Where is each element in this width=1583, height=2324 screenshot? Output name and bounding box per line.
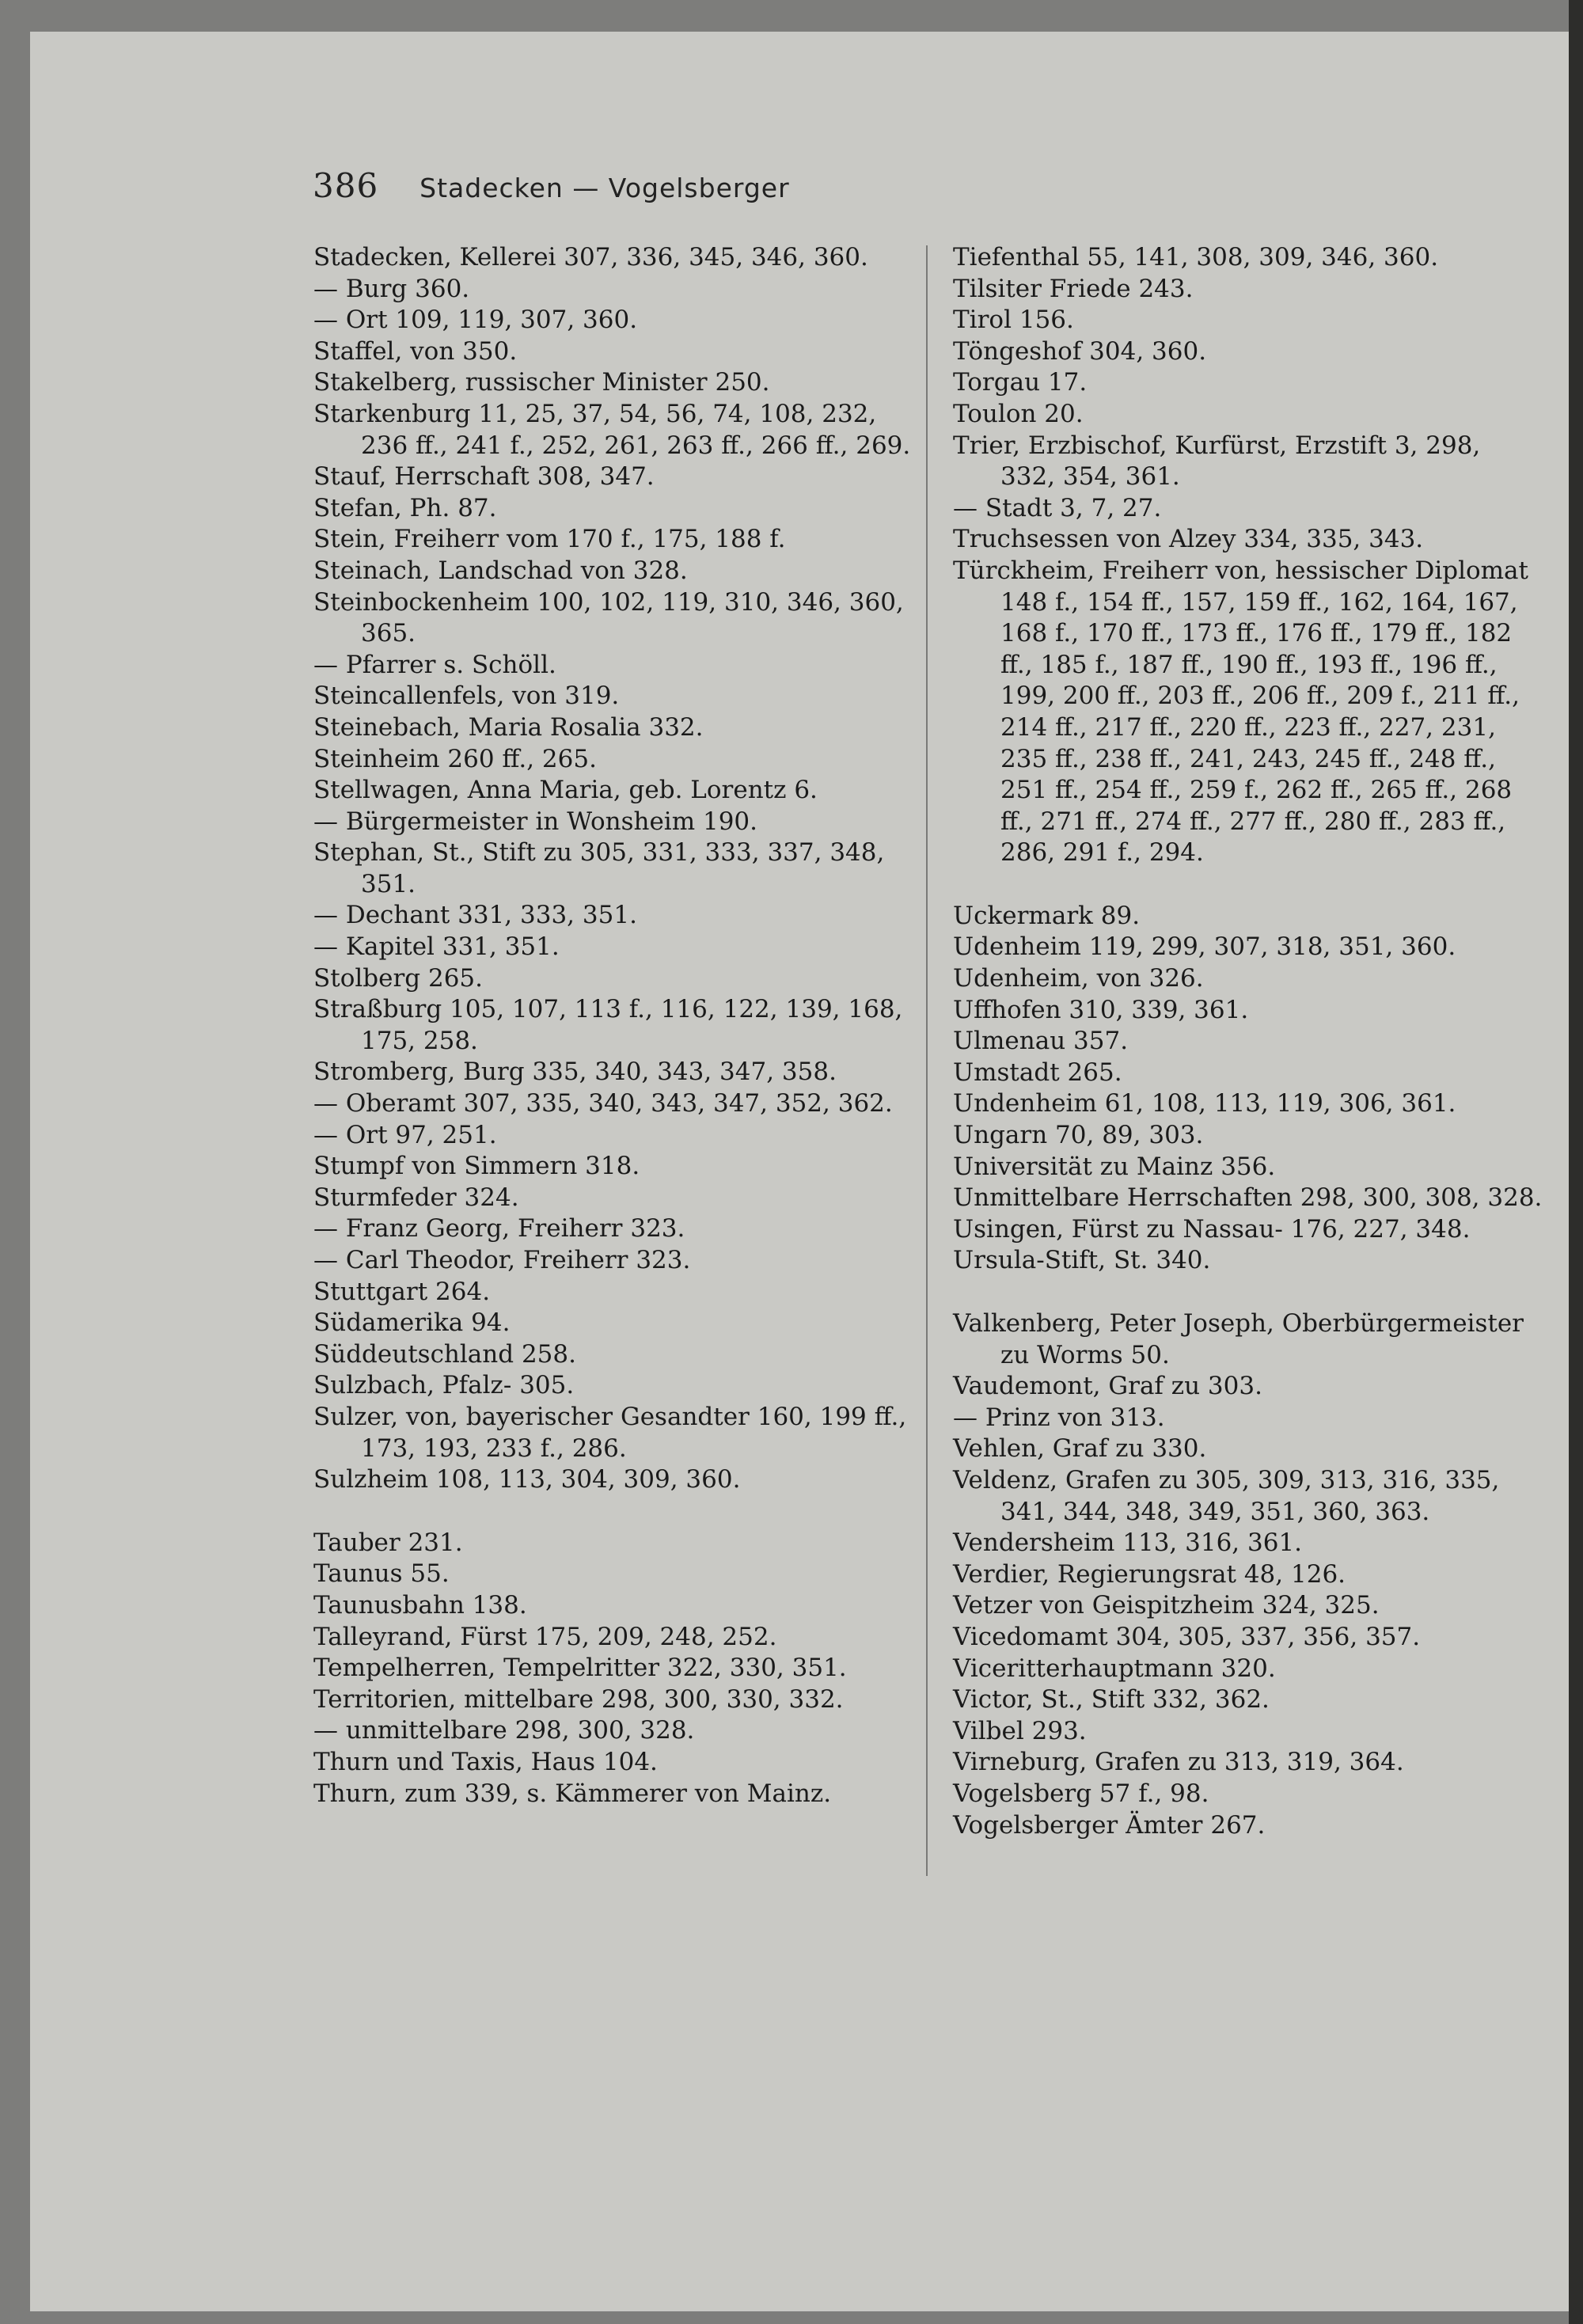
index-entry: — Stadt 3, 7, 27. bbox=[953, 493, 1162, 522]
column-divider bbox=[926, 245, 928, 1876]
index-entry: Vicedomamt 304, 305, 337, 356, 357. bbox=[953, 1622, 1421, 1651]
index-entry: Universität zu Mainz 356. bbox=[953, 1152, 1276, 1181]
index-entry: — Franz Georg, Freiherr 323. bbox=[313, 1214, 685, 1244]
index-entry: Vogelsberger Ämter 267. bbox=[953, 1810, 1266, 1840]
index-entry: Stolberg 265. bbox=[313, 963, 484, 993]
index-entry: Virneburg, Grafen zu 313, 319, 364. bbox=[953, 1748, 1404, 1777]
index-entry: Taunus 55. bbox=[313, 1559, 450, 1589]
index-entry: Vendersheim 113, 316, 361. bbox=[953, 1528, 1303, 1558]
index-entry: — Prinz von 313. bbox=[953, 1403, 1165, 1432]
index-entry: Stephan, St., Stift zu 305, 331, 333, 337, 348, 351. bbox=[313, 838, 885, 898]
index-entry: — Oberamt 307, 335, 340, 343, 347, 352, 362. bbox=[313, 1089, 893, 1118]
index-entry: — Carl Theodor, Freiherr 323. bbox=[313, 1246, 691, 1274]
index-entry: Ursula-Stift, St. 340. bbox=[953, 1246, 1211, 1275]
index-entry: — Ort 97, 251. bbox=[313, 1120, 497, 1149]
running-head: Stadecken — Vogelsberger bbox=[419, 173, 790, 203]
index-entry: Stein, Freiherr vom 170 f., 175, 188 f. bbox=[313, 525, 786, 554]
index-entry: Starkenburg 11, 25, 37, 54, 56, 74, 108, 232, 236 ff., 241 f., 252, 261, 263 ff., 266 ff., 269. bbox=[313, 399, 911, 460]
index-entry: Vilbel 293. bbox=[953, 1716, 1087, 1745]
index-entry: Undenheim 61, 108, 113, 119, 306, 361. bbox=[953, 1089, 1456, 1118]
index-entry: Territorien, mittelbare 298, 300, 330, 332. bbox=[313, 1684, 844, 1714]
index-entry: Torgau 17. bbox=[953, 368, 1088, 397]
index-entry: Unmittelbare Herrschaften 298, 300, 308, 328. bbox=[953, 1183, 1543, 1213]
index-entry: Stadecken, Kellerei 307, 336, 345, 346, 360. bbox=[313, 243, 868, 272]
index-entry: — Pfarrer s. Schöll. bbox=[313, 650, 556, 679]
index-entry: Stellwagen, Anna Maria, geb. Lorentz 6. bbox=[313, 776, 818, 805]
index-entry: Talleyrand, Fürst 175, 209, 248, 252. bbox=[313, 1622, 777, 1651]
index-entry: Südamerika 94. bbox=[313, 1308, 511, 1338]
index-entry: Usingen, Fürst zu Nassau- 176, 227, 348. bbox=[953, 1214, 1471, 1244]
index-entry: Udenheim, von 326. bbox=[953, 964, 1204, 993]
index-entry: Sulzer, von, bayerischer Gesandter 160, 199 ff., 173, 193, 233 f., 286. bbox=[313, 1402, 907, 1463]
page-edge-shadow bbox=[1569, 0, 1583, 2324]
index-entry: — Bürgermeister in Wonsheim 190. bbox=[313, 807, 757, 836]
index-entry: Süddeutschland 258. bbox=[313, 1339, 576, 1369]
index-entry: Thurn, zum 339, s. Kämmerer von Mainz. bbox=[313, 1779, 832, 1808]
section-gap bbox=[953, 1277, 1543, 1308]
index-entry: Sturmfeder 324. bbox=[313, 1183, 519, 1212]
index-entry: — Kapitel 331, 351. bbox=[313, 932, 560, 962]
index-entry: Tempelherren, Tempelritter 322, 330, 351. bbox=[313, 1654, 847, 1683]
index-entry: Victor, St., Stift 332, 362. bbox=[953, 1685, 1270, 1715]
index-entry: Türckheim, Freiherr von, hessischer Diplomat 148 f., 154 ff., 157, 159 ff., 162, 164, 167, 168 f., 170 ff., 173 ff., 176 ff., 179 ff., 182 ff., 185 f., 187 ff., 190 ff., 193 ff., 196 ff., 199, 200 ff., 203 ff., 206 ff., 209 f., 211 ff., 214 ff., 217 ff., 220 ff., 223 ff., 227, 231, 235 ff., 238 ff., 241, 243, 245 ff., 248 ff., 251 ff., 254 ff., 259 f., 262 ff., 265 ff., 268 ff., 271 ff., 274 ff., 277 ff., 280 ff., 283 ff., 286, 291 f., 294. bbox=[953, 556, 1529, 868]
section-gap bbox=[953, 869, 1543, 901]
index-entry: Thurn und Taxis, Haus 104. bbox=[313, 1747, 658, 1776]
index-entry: Veldenz, Grafen zu 305, 309, 313, 316, 335, 341, 344, 348, 349, 351, 360, 363. bbox=[953, 1465, 1500, 1526]
index-entry: Vetzer von Geispitzheim 324, 325. bbox=[953, 1591, 1380, 1620]
index-entry: Steinach, Landschad von 328. bbox=[313, 556, 688, 585]
index-column-right bbox=[953, 242, 1543, 1841]
index-entry: Stumpf von Simmern 318. bbox=[313, 1152, 640, 1181]
index-entry: Steinebach, Maria Rosalia 332. bbox=[313, 712, 704, 742]
index-entry: Uffhofen 310, 339, 361. bbox=[953, 995, 1249, 1024]
index-entry: Tiefenthal 55, 141, 308, 309, 346, 360. bbox=[953, 243, 1439, 272]
index-entry: Ulmenau 357. bbox=[953, 1027, 1129, 1056]
index-entry: Stromberg, Burg 335, 340, 343, 347, 358. bbox=[313, 1058, 837, 1087]
index-entry: Ungarn 70, 89, 303. bbox=[953, 1121, 1204, 1150]
index-entry: Vaudemont, Graf zu 303. bbox=[953, 1372, 1262, 1401]
index-entry: Steinheim 260 ff., 265. bbox=[313, 744, 597, 773]
index-entry: — Ort 109, 119, 307, 360. bbox=[313, 306, 638, 335]
index-entry: Tirol 156. bbox=[953, 306, 1074, 335]
index-entry: — Burg 360. bbox=[313, 274, 470, 303]
index-entry: Viceritterhauptmann 320. bbox=[953, 1654, 1276, 1683]
index-entry: Umstadt 265. bbox=[953, 1058, 1122, 1087]
index-entry: Straßburg 105, 107, 113 f., 116, 122, 139, 168, 175, 258. bbox=[313, 995, 903, 1055]
index-entry: Truchsessen von Alzey 334, 335, 343. bbox=[953, 525, 1424, 554]
index-entry: Uckermark 89. bbox=[953, 901, 1141, 930]
index-entry: Töngeshof 304, 360. bbox=[953, 336, 1207, 366]
index-entry: Stauf, Herrschaft 308, 347. bbox=[313, 462, 655, 492]
index-entry: Stakelberg, russischer Minister 250. bbox=[313, 368, 770, 397]
index-entry: — Dechant 331, 333, 351. bbox=[313, 901, 637, 930]
index-entry: Tauber 231. bbox=[313, 1528, 463, 1557]
index-entry: Stuttgart 264. bbox=[313, 1277, 491, 1306]
index-entry: Udenheim 119, 299, 307, 318, 351, 360. bbox=[953, 932, 1456, 962]
index-entry: Staffel, von 350. bbox=[313, 336, 518, 366]
page-header bbox=[313, 166, 790, 214]
index-entry: Trier, Erzbischof, Kurfürst, Erzstift 3, 298, 332, 354, 361. bbox=[953, 431, 1481, 492]
index-entry: Toulon 20. bbox=[953, 399, 1084, 428]
section-gap bbox=[313, 1496, 915, 1528]
index-entry: Sulzbach, Pfalz- 305. bbox=[313, 1371, 575, 1400]
index-entry: Tilsiter Friede 243. bbox=[953, 274, 1194, 303]
index-entry: Stefan, Ph. 87. bbox=[313, 493, 497, 522]
index-entry: Taunusbahn 138. bbox=[313, 1590, 527, 1620]
index-column-left bbox=[313, 242, 915, 1809]
index-entry: Sulzheim 108, 113, 304, 309, 360. bbox=[313, 1465, 741, 1494]
index-entry: Steinbockenheim 100, 102, 119, 310, 346, 360, 365. bbox=[313, 587, 904, 648]
index-entry: — unmittelbare 298, 300, 328. bbox=[313, 1716, 695, 1745]
index-entry: Vehlen, Graf zu 330. bbox=[953, 1434, 1207, 1464]
index-entry: Vogelsberg 57 f., 98. bbox=[953, 1779, 1209, 1808]
index-entry: Verdier, Regierungsrat 48, 126. bbox=[953, 1559, 1346, 1589]
page-number: 386 bbox=[313, 166, 379, 205]
index-entry: Steincallenfels, von 319. bbox=[313, 682, 620, 711]
index-entry: Valkenberg, Peter Joseph, Oberbürgermeister zu Worms 50. bbox=[953, 1309, 1524, 1369]
